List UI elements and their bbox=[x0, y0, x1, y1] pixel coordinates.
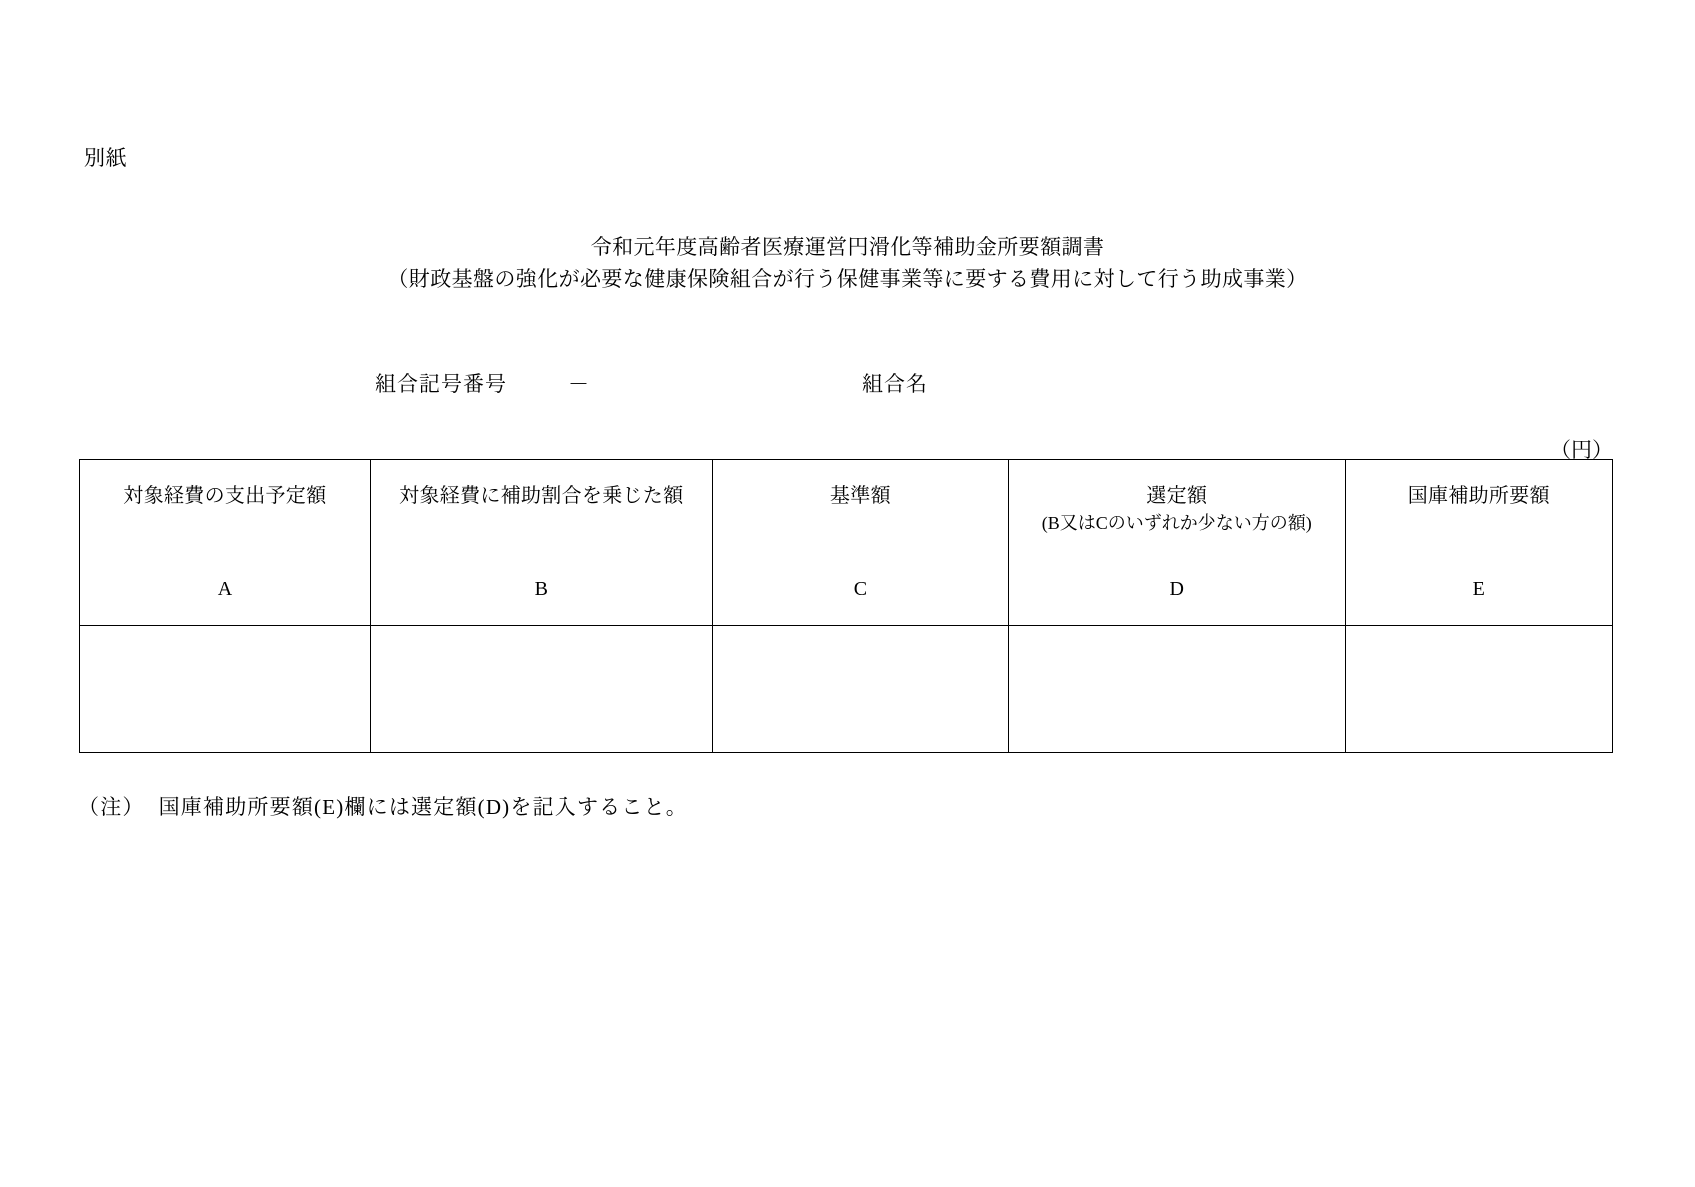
union-symbol-separator: － bbox=[568, 372, 589, 396]
cell-amount-c[interactable] bbox=[712, 626, 1008, 753]
column-header-d bbox=[1008, 460, 1345, 626]
table-header-row bbox=[80, 460, 1613, 626]
column-code-b: B bbox=[534, 578, 548, 600]
column-title-a: 対象経費の支出予定額 bbox=[123, 485, 327, 507]
column-header-c bbox=[712, 460, 1008, 626]
document-title-block bbox=[0, 232, 1695, 296]
column-title-d-main: 選定額 bbox=[1146, 485, 1208, 507]
column-title-c: 基準額 bbox=[829, 485, 891, 507]
column-header-a bbox=[80, 460, 371, 626]
union-identification-row bbox=[0, 368, 1695, 398]
column-code-c: C bbox=[853, 578, 868, 600]
column-title-b: 対象経費に補助割合を乗じた額 bbox=[399, 485, 684, 507]
cell-amount-b[interactable] bbox=[370, 626, 712, 753]
amount-table bbox=[79, 459, 1613, 753]
column-header-b bbox=[370, 460, 712, 626]
page-title: 令和元年度高齢者医療運営円滑化等補助金所要額調書 bbox=[590, 235, 1105, 259]
attachment-label: 別紙 bbox=[84, 146, 127, 170]
footnote-text: 国庫補助所要額(E)欄には選定額(D)を記入すること。 bbox=[158, 795, 688, 819]
column-code-e: E bbox=[1472, 578, 1485, 600]
footnote-label: （注） bbox=[78, 795, 145, 819]
footnote bbox=[78, 791, 688, 821]
column-title-d bbox=[1015, 483, 1339, 536]
currency-unit-label: （円） bbox=[1550, 438, 1613, 462]
column-code-d: D bbox=[1169, 578, 1184, 600]
column-subtitle-d: (B又はCのいずれか少ない方の額) bbox=[1041, 513, 1312, 533]
union-name-label: 組合名 bbox=[862, 372, 928, 396]
column-header-e bbox=[1345, 460, 1612, 626]
table-row bbox=[80, 626, 1613, 753]
cell-amount-d[interactable] bbox=[1008, 626, 1345, 753]
cell-amount-a[interactable] bbox=[80, 626, 371, 753]
page-subtitle: （財政基盤の強化が必要な健康保険組合が行う保健事業等に要する費用に対して行う助成事業） bbox=[387, 267, 1308, 291]
column-code-a: A bbox=[217, 578, 233, 600]
column-title-e: 国庫補助所要額 bbox=[1407, 485, 1550, 507]
union-symbol-number-label: 組合記号番号 bbox=[375, 372, 507, 396]
cell-amount-e[interactable] bbox=[1345, 626, 1612, 753]
